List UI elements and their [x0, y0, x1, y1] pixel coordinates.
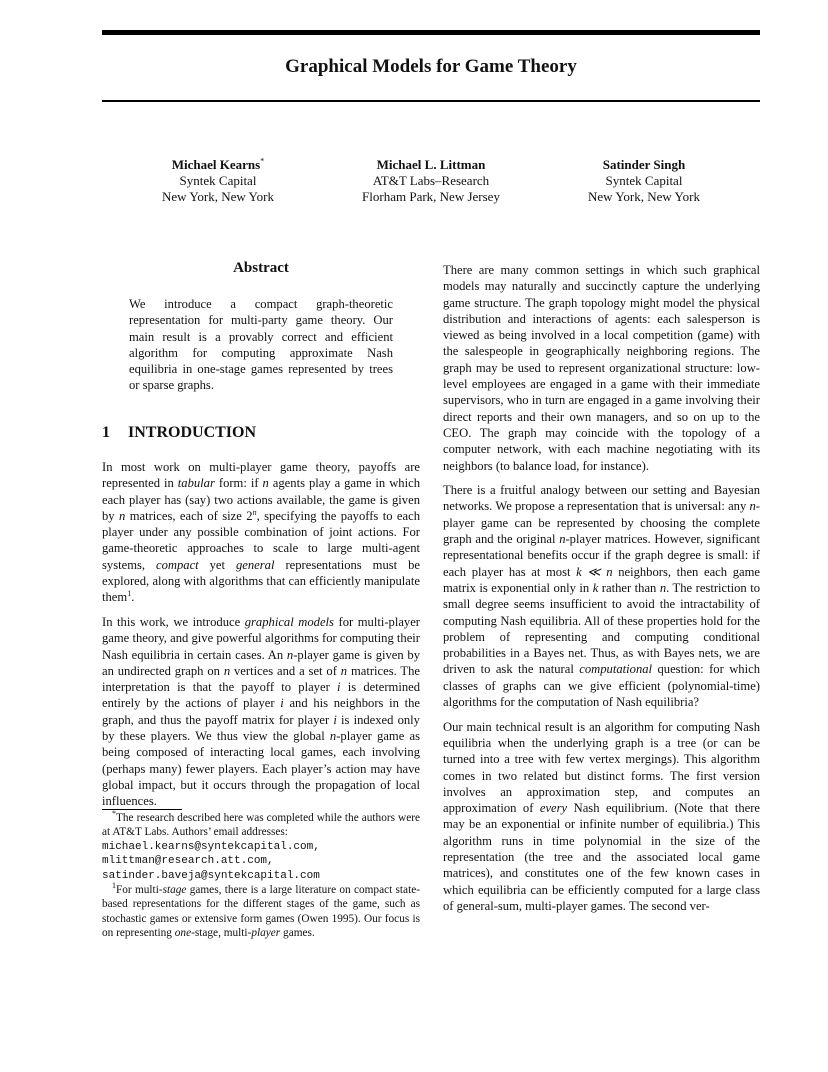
- author-location: New York, New York: [588, 189, 700, 205]
- section-heading: [102, 424, 256, 442]
- left-column: [102, 459, 420, 818]
- paragraph: There is a fruitful analogy between our setting and Bayesian networks. We propose a representation that is universal: any n-player game can be represented by choosing the complete graph and the original n-player matrices. However, significant representational benefits occur if the graph degree is small: if each player has at most k ≪ n neighbors, then each game matrix is exponential only in k rather than n. The restriction to small degree seems insufficient to avoid the intractability of computing Nash equilibria. All of these properties hold for the problem of representing and computing conditional probabilities in a Bayes net. Thus, as with Bayes nets, we are driven to ask the natural computational question: for which classes of graphs can we give efficient (polynomial-time) algorithms for the computation of Nash equilibria?: [443, 483, 760, 710]
- abstract-text: We introduce a compact graph-theoretic representation for multi-party game theory. Our main result is a provably correct and efficient algorithm for computing approximate Nash equilibria in one-stage games represented by trees or sparse graphs.: [129, 297, 393, 393]
- paragraph: Our main technical result is an algorithm for computing Nash equilibria when the underlying graph is a tree (or can be turned into a tree with few vertex mergings). This algorithm comes in two related but distinct forms. The first version involves an approximation step, and computes an approximation of every Nash equilibrium. (Note that there may be an exponential or infinite number of equilibria.) This algorithm runs in time polynomial in the size of the representation (the tree and the associated local game matrices), and constitutes one of the few known cases in which equilibria can be efficiently computed for a large class of general-sum, multi-player games. The second ver-: [443, 719, 760, 913]
- paper-title: Graphical Models for Game Theory: [285, 56, 577, 77]
- footnotes: [102, 811, 420, 941]
- author-affiliation: Syntek Capital: [179, 173, 257, 189]
- author-block: [321, 157, 541, 206]
- author-location: Florham Park, New Jersey: [362, 189, 500, 205]
- section-number: 1: [102, 424, 110, 441]
- author-affiliation: AT&T Labs–Research: [372, 173, 490, 189]
- title-bottom-rule: [102, 100, 760, 102]
- email-address: satinder.baveja@syntekcapital.com: [102, 869, 320, 882]
- paragraph: In most work on multi-player game theory, payoffs are represented in tabular form: if n agents play a game in which each player has (say) two actions available, the game is given by n matrices, each of size 2$^n$, specifying the payoffs to each player under any possible combination of joint actions. For game-theoretic approaches to scale to large multi-agent systems, compact yet general representations must be explored, along with algorithms that can efficiently manipulate them$^1$.: [102, 460, 421, 605]
- author-name: Michael L. Littman: [376, 157, 486, 172]
- footnote: $^1$For multi-stage games, there is a large literature on compact state-based representations for the different stages of the game, such as stochastic games or extensive form games (Owen 1995). Our focus is on representing one-stage, multi-player games.: [102, 881, 420, 940]
- author-name: Satinder Singh: [602, 157, 686, 172]
- section-title: INTRODUCTION: [128, 424, 257, 441]
- email-address: michael.kearns@syntekcapital.com,: [102, 840, 320, 853]
- author-affiliation: Syntek Capital: [605, 173, 683, 189]
- footnote: *The research described here was completed while the authors were at AT&T Labs. Authors’ email addresses:: [102, 809, 420, 839]
- footnote-ref: 1: [127, 589, 132, 599]
- abstract-heading: Abstract: [233, 260, 289, 276]
- author-name: Michael Kearns: [171, 157, 261, 172]
- email-address: mlittman@research.att.com,: [102, 855, 274, 868]
- footnote-mark: *: [260, 156, 265, 166]
- author-location: New York, New York: [162, 189, 274, 205]
- author-block: [534, 157, 754, 206]
- paragraph: There are many common settings in which such graphical models may naturally and succinctly capture the underlying game structure. The graph topology might model the physical distribution and interactions of agents: each salesperson is viewed as being involved in a local competition (game) with the salespeople in geographically neighboring regions. The graph may be used to represent organizational structure: low-level employees are engaged in a game with their immediate supervisors, who in turn are engaged in a game involving their direct reports and their own managers, and so on up to the CEO. The graph may coincide with the topology of a computer network, with each machine negotiating with its neighbors (to balance load, for instance).: [443, 263, 760, 473]
- author-block: [108, 157, 328, 206]
- top-rule: [102, 30, 760, 35]
- paragraph: In this work, we introduce graphical models for multi-player game theory, and give powerful algorithms for computing their Nash equilibria in certain cases. An n-player game is given by an undirected graph on n vertices and a set of n matrices. The interpretation is that the payoff to player i is determined entirely by the actions of player i and his neighbors in the graph, and thus the payoff matrix for player i is indexed only by these players. We thus view the global n-player game as being composed of interacting local games, each involving (perhaps many) fewer players. Each player’s action may have global impact, but it occurs through the propagation of local influences.: [102, 614, 420, 809]
- right-column: [443, 262, 760, 922]
